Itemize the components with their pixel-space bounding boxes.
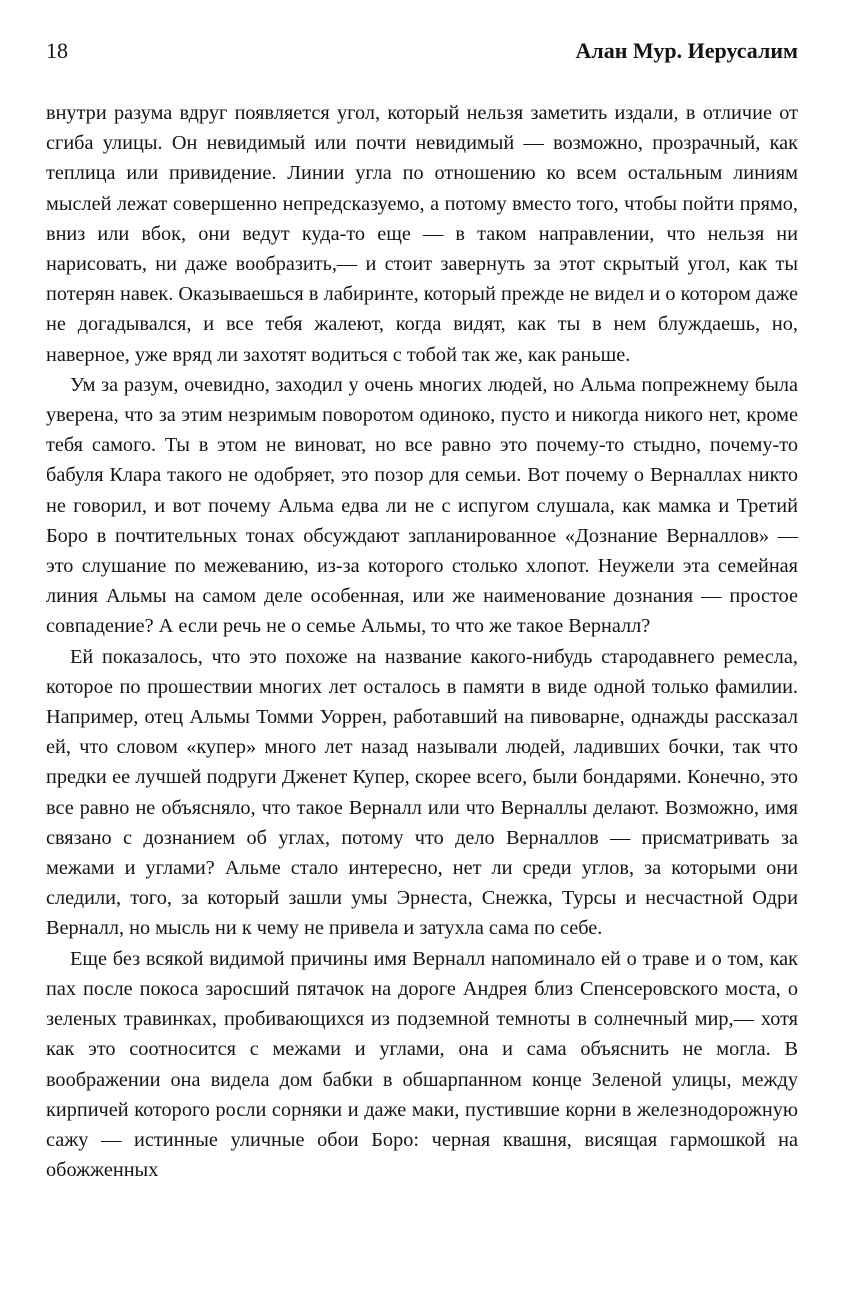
page-header (46, 38, 798, 72)
running-head: Алан Мур. Иерусалим (575, 38, 798, 63)
paragraph-2: Ум за разум, очевидно, заходил у очень многих людей, но Альма попрежнему была уверена, что за этим незримым поворотом одиноко, пусто и никогда никого нет, кроме тебя самого. Ты в этом не виноват, но все равно это почему-то стыдно, почему-то бабуля Клара такого не одобряет, это позор для семьи. Вот почему о Верналлах никто не говорил, и вот почему Альма едва ли не с испугом слушала, как мамка и Третий Боро в почтительных тонах обсуждают запланированное «Дознание Верналлов» — это слушание по межеванию, из-за которого столько хлопот. Неужели эта семейная линия Альмы на самом деле особенная, или же наименование дознания — простое совпадение? А если речь не о семье Альмы, то что же такое Верналл? (46, 373, 798, 638)
paragraph-4: Еще без всякой видимой причины имя Верналл напоминало ей о траве и о том, как пах после покоса заросший пятачок на дороге Андрея близ Спенсеровского моста, о зеленых травинках, пробивающихся из подземной темноты в солнечный мир,— хотя как это соотносится с межами и углами, она и сама объяснить не могла. В воображении она видела дом бабки в обшарпанном конце Зеленой улицы, между кирпичей которого росли сорняки и даже маки, пустившие корни в железнодорожную сажу — истинные уличные обои Боро: черная квашня, висящая гармошкой на обожженных (46, 947, 798, 1182)
page-number: 18 (46, 38, 68, 63)
paragraph-1: внутри разума вдруг появляется угол, который нельзя заметить издали, в отличие от сгиба улицы. Он невидимый или почти невидимый — возможно, прозрачный, как теплица или привидение. Линии угла по отношению ко всем остальным линиям мыслей лежат совершенно непредсказуемо, а потому вместо того, чтобы пойти прямо, вниз или вбок, они ведут куда-то еще — в таком направлении, что нельзя ни нарисовать, ни даже вообразить,— и стоит завернуть за этот скрытый угол, как ты потерян навек. Оказываешься в лабиринте, который прежде не видел и о котором даже не догадывался, и все тебя жалеют, когда видят, как ты в нем блуждаешь, но, наверное, уже вряд ли захотят водиться с тобой так же, как раньше. (46, 102, 798, 366)
body-text (46, 98, 798, 1185)
paragraph-3: Ей показалось, что это похоже на название какого-нибудь стародавнего ремесла, которое по прошествии многих лет осталось в памяти в виде одной только фамилии. Например, отец Альмы Томми Уоррен, работавший на пивоварне, однажды рассказал ей, что словом «купер» много лет назад называли людей, ладивших бочки, так что предки ее лучшей подруги Дженет Купер, скорее всего, были бондарями. Конечно, это все равно не объясняло, что такое Верналл или что Верналлы делают. Возможно, имя связано с дознанием об углах, потому что дело Верналлов — присматривать за межами и углами? Альме стало интересно, нет ли среди углов, за которыми они следили, того, за который зашли умы Эрнеста, Снежка, Турсы и несчастной Одри Верналл, но мысль ни к чему не привела и затухла сама по себе. (46, 645, 798, 940)
